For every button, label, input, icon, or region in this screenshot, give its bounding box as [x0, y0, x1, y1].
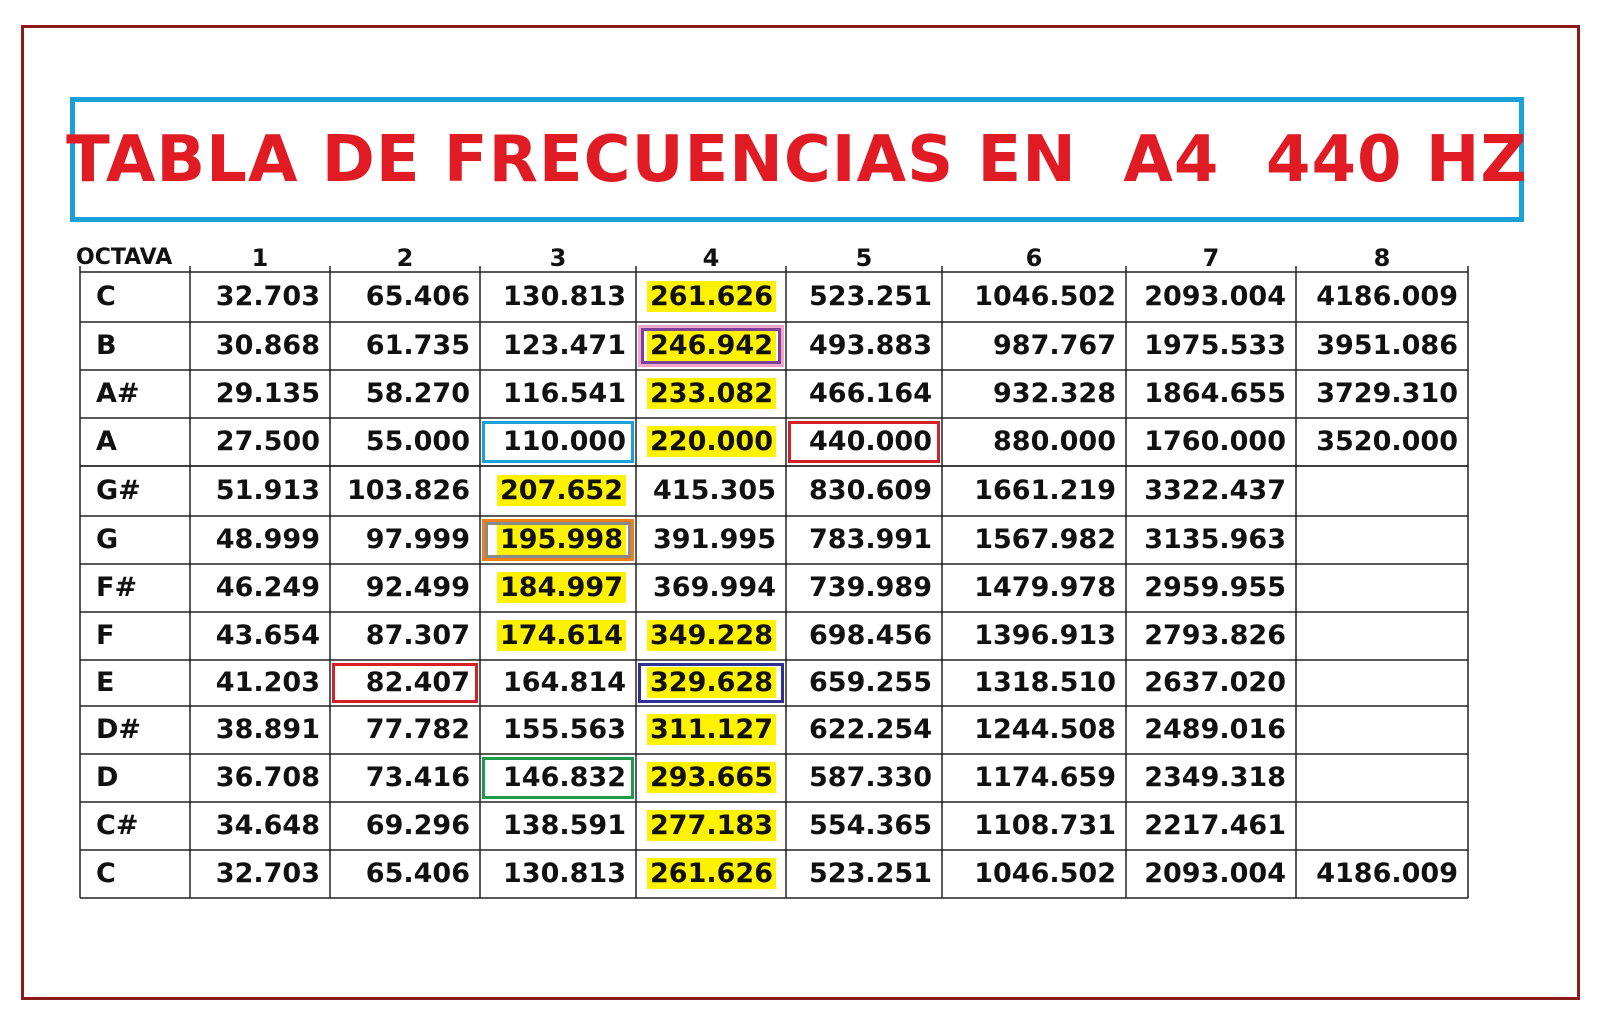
- frequency-value: 130.813: [503, 281, 626, 312]
- page-title: TABLA DE FRECUENCIAS EN A4 440 HZ: [66, 122, 1528, 197]
- frequency-value: 698.456: [809, 620, 932, 651]
- frequency-cell: [636, 272, 786, 322]
- frequency-cell: [636, 322, 786, 370]
- frequency-cell: [636, 466, 786, 516]
- frequency-value: 46.249: [215, 572, 320, 603]
- frequency-value: 523.251: [809, 281, 932, 312]
- frequency-cell: [1296, 466, 1468, 516]
- frequency-cell: [1126, 660, 1296, 706]
- frequency-cell: [330, 564, 480, 612]
- frequency-value: 1396.913: [974, 620, 1116, 651]
- octave-header: 7: [1202, 244, 1220, 272]
- frequency-value: 2489.016: [1144, 714, 1286, 745]
- frequency-value: 466.164: [809, 378, 932, 409]
- note-name: G#: [96, 475, 141, 506]
- frequency-cell: [1296, 612, 1468, 660]
- frequency-value: 3135.963: [1144, 524, 1286, 555]
- note-name: C#: [96, 810, 139, 841]
- frequency-value: 116.541: [503, 378, 626, 409]
- frequency-cell: [480, 322, 636, 370]
- frequency-cell: [480, 612, 636, 660]
- frequency-cell: [786, 322, 942, 370]
- frequency-cell: [190, 564, 330, 612]
- frequency-cell: [1126, 612, 1296, 660]
- frequency-value: 30.868: [215, 330, 320, 361]
- frequency-cell: [190, 322, 330, 370]
- frequency-value: 587.330: [809, 762, 932, 793]
- frequency-cell: [190, 754, 330, 802]
- frequency-value: 155.563: [503, 714, 626, 745]
- frequency-value: 69.296: [365, 810, 470, 841]
- frequency-value: 48.999: [215, 524, 320, 555]
- frequency-value: 659.255: [809, 667, 932, 698]
- frequency-cell: [942, 272, 1126, 322]
- frequency-value: 2793.826: [1144, 620, 1286, 651]
- frequency-cell: [1296, 802, 1468, 850]
- note-name: C: [96, 858, 116, 889]
- frequency-cell: [942, 802, 1126, 850]
- frequency-cell: [190, 612, 330, 660]
- frequency-value: 82.407: [365, 667, 470, 698]
- frequency-cell: [1126, 754, 1296, 802]
- octave-header: 5: [855, 244, 873, 272]
- frequency-cell: [786, 706, 942, 754]
- frequency-value: 932.328: [993, 378, 1116, 409]
- frequency-cell: [480, 370, 636, 418]
- frequency-cell: [636, 802, 786, 850]
- frequency-value: 415.305: [653, 475, 776, 506]
- frequency-cell: [480, 754, 636, 802]
- frequency-cell: [330, 516, 480, 564]
- frequency-value: 783.991: [809, 524, 932, 555]
- frequency-value: 1567.982: [974, 524, 1116, 555]
- octave-header: 3: [549, 244, 567, 272]
- frequency-cell: [480, 272, 636, 322]
- frequency-value: 146.832: [503, 762, 626, 793]
- frequency-cell: [942, 612, 1126, 660]
- frequency-cell: [330, 802, 480, 850]
- frequency-cell: [636, 660, 786, 706]
- frequency-cell: [330, 322, 480, 370]
- frequency-cell: [1126, 802, 1296, 850]
- frequency-value: 1975.533: [1144, 330, 1286, 361]
- note-name: C: [96, 281, 116, 312]
- frequency-cell: [190, 706, 330, 754]
- frequency-cell: [942, 466, 1126, 516]
- frequency-cell: [480, 516, 636, 564]
- frequency-value: 830.609: [809, 475, 932, 506]
- frequency-value: 4186.009: [1316, 858, 1458, 889]
- frequency-cell: [786, 516, 942, 564]
- frequency-value: 987.767: [993, 330, 1116, 361]
- frequency-cell: [1296, 272, 1468, 322]
- note-name: D#: [96, 714, 142, 745]
- frequency-cell: [942, 754, 1126, 802]
- octave-header: 4: [702, 244, 720, 272]
- frequency-value: 32.703: [215, 858, 320, 889]
- frequency-cell: [636, 418, 786, 466]
- frequency-value: 220.000: [647, 426, 776, 457]
- frequency-cell: [942, 370, 1126, 418]
- frequency-value: 77.782: [365, 714, 470, 745]
- frequency-cell: [786, 850, 942, 898]
- frequency-value: 27.500: [215, 426, 320, 457]
- frequency-value: 51.913: [215, 475, 320, 506]
- note-name: G: [96, 524, 119, 555]
- frequency-cell: [1126, 466, 1296, 516]
- frequency-value: 123.471: [503, 330, 626, 361]
- frequency-value: 58.270: [365, 378, 470, 409]
- frequency-cell: [786, 802, 942, 850]
- frequency-cell: [480, 466, 636, 516]
- frequency-value: 622.254: [809, 714, 932, 745]
- frequency-cell: [636, 516, 786, 564]
- frequency-cell: [942, 418, 1126, 466]
- frequency-value: 349.228: [647, 620, 776, 651]
- frequency-value: 174.614: [497, 620, 626, 651]
- frequency-cell: [330, 754, 480, 802]
- frequency-value: 164.814: [503, 667, 626, 698]
- frequency-cell: [1296, 706, 1468, 754]
- frequency-cell: [636, 370, 786, 418]
- frequency-cell: [1126, 850, 1296, 898]
- frequency-value: 184.997: [497, 572, 626, 603]
- frequency-value: 38.891: [215, 714, 320, 745]
- frequency-cell: [636, 754, 786, 802]
- frequency-value: 29.135: [215, 378, 320, 409]
- frequency-value: 311.127: [647, 714, 776, 745]
- frequency-value: 261.626: [647, 858, 776, 889]
- frequency-value: 2093.004: [1144, 281, 1286, 312]
- frequency-cell: [330, 370, 480, 418]
- frequency-cell: [1296, 516, 1468, 564]
- frequency-value: 110.000: [503, 426, 626, 457]
- frequency-cell: [1126, 322, 1296, 370]
- frequency-value: 2093.004: [1144, 858, 1286, 889]
- frequency-value: 1661.219: [974, 475, 1116, 506]
- octave-header: 2: [396, 244, 414, 272]
- frequency-value: 1108.731: [974, 810, 1116, 841]
- frequency-value: 329.628: [647, 667, 776, 698]
- note-name: F#: [96, 572, 138, 603]
- frequency-value: 4186.009: [1316, 281, 1458, 312]
- frequency-cell: [190, 850, 330, 898]
- frequency-value: 293.665: [647, 762, 776, 793]
- frequency-cell: [1126, 370, 1296, 418]
- frequency-value: 233.082: [647, 378, 776, 409]
- frequency-cell: [190, 516, 330, 564]
- frequency-cell: [786, 370, 942, 418]
- frequency-value: 3951.086: [1316, 330, 1458, 361]
- note-name: E: [96, 667, 115, 698]
- frequency-cell: [330, 272, 480, 322]
- frequency-value: 61.735: [365, 330, 470, 361]
- frequency-value: 138.591: [503, 810, 626, 841]
- frequency-value: 103.826: [347, 475, 470, 506]
- octave-header: 6: [1025, 244, 1043, 272]
- frequency-cell: [480, 802, 636, 850]
- frequency-value: 2637.020: [1144, 667, 1286, 698]
- frequency-value: 92.499: [365, 572, 470, 603]
- frequency-cell: [330, 612, 480, 660]
- frequency-cell: [480, 564, 636, 612]
- frequency-cell: [786, 660, 942, 706]
- frequency-value: 32.703: [215, 281, 320, 312]
- octave-header: 8: [1373, 244, 1391, 272]
- frequency-value: 3322.437: [1144, 475, 1286, 506]
- frequency-value: 41.203: [215, 667, 320, 698]
- frequency-cell: [480, 660, 636, 706]
- frequency-cell: [786, 612, 942, 660]
- frequency-value: 739.989: [809, 572, 932, 603]
- frequency-value: 36.708: [215, 762, 320, 793]
- frequency-value: 65.406: [365, 281, 470, 312]
- octava-label: OCTAVA: [76, 245, 173, 270]
- note-name: A#: [96, 378, 140, 409]
- frequency-cell: [786, 754, 942, 802]
- frequency-value: 207.652: [497, 475, 626, 506]
- frequency-cell: [190, 418, 330, 466]
- frequency-value: 1479.978: [974, 572, 1116, 603]
- frequency-value: 1318.510: [974, 667, 1116, 698]
- frequency-cell: [330, 850, 480, 898]
- frequency-value: 1046.502: [974, 281, 1116, 312]
- frequency-cell: [480, 850, 636, 898]
- octave-header: 1: [251, 244, 269, 272]
- frequency-cell: [636, 564, 786, 612]
- frequency-cell: [330, 706, 480, 754]
- frequency-cell: [1296, 370, 1468, 418]
- frequency-cell: [190, 272, 330, 322]
- frequency-value: 246.942: [647, 330, 776, 361]
- frequency-cell: [1296, 850, 1468, 898]
- note-name: A: [96, 426, 117, 457]
- frequency-value: 2349.318: [1144, 762, 1286, 793]
- frequency-value: 195.998: [497, 524, 626, 555]
- frequency-cell: [942, 660, 1126, 706]
- frequency-value: 554.365: [809, 810, 932, 841]
- frequency-value: 880.000: [993, 426, 1116, 457]
- frequency-cell: [190, 660, 330, 706]
- frequency-cell: [786, 418, 942, 466]
- frequency-value: 277.183: [647, 810, 776, 841]
- frequency-cell: [942, 564, 1126, 612]
- frequency-value: 97.999: [365, 524, 470, 555]
- title-box: [66, 97, 1528, 222]
- frequency-cell: [942, 322, 1126, 370]
- frequency-cell: [1296, 564, 1468, 612]
- frequency-cell: [786, 466, 942, 516]
- frequency-cell: [190, 802, 330, 850]
- frequency-cell: [480, 706, 636, 754]
- frequency-value: 1244.508: [974, 714, 1116, 745]
- note-name: F: [96, 620, 115, 651]
- frequency-value: 2959.955: [1144, 572, 1286, 603]
- frequency-value: 65.406: [365, 858, 470, 889]
- frequency-cell: [480, 418, 636, 466]
- frequency-value: 369.994: [653, 572, 776, 603]
- frequency-value: 523.251: [809, 858, 932, 889]
- frequency-cell: [786, 272, 942, 322]
- frequency-value: 391.995: [653, 524, 776, 555]
- frequency-value: 1760.000: [1144, 426, 1286, 457]
- frequency-value: 261.626: [647, 281, 776, 312]
- frequency-cell: [1126, 516, 1296, 564]
- note-name: B: [96, 330, 117, 361]
- frequency-cell: [1296, 660, 1468, 706]
- frequency-cell: [942, 850, 1126, 898]
- frequency-cell: [190, 370, 330, 418]
- frequency-cell: [1126, 706, 1296, 754]
- frequency-cell: [636, 706, 786, 754]
- frequency-cell: [190, 466, 330, 516]
- frequency-cell: [1126, 418, 1296, 466]
- frequency-cell: [786, 564, 942, 612]
- frequency-cell: [636, 612, 786, 660]
- frequency-cell: [1126, 272, 1296, 322]
- frequency-value: 55.000: [365, 426, 470, 457]
- frequency-cell: [942, 516, 1126, 564]
- frequency-value: 3520.000: [1316, 426, 1458, 457]
- frequency-value: 2217.461: [1144, 810, 1286, 841]
- note-name: D: [96, 762, 119, 793]
- frequency-value: 1864.655: [1144, 378, 1286, 409]
- frequency-cell: [1296, 322, 1468, 370]
- frequency-cell: [942, 706, 1126, 754]
- frequency-cell: [330, 660, 480, 706]
- frequency-value: 1174.659: [974, 762, 1116, 793]
- frequency-cell: [330, 418, 480, 466]
- frequency-cell: [1126, 564, 1296, 612]
- frequency-value: 73.416: [365, 762, 470, 793]
- frequency-value: 130.813: [503, 858, 626, 889]
- frequency-cell: [1296, 418, 1468, 466]
- frequency-value: 3729.310: [1316, 378, 1458, 409]
- frequency-cell: [636, 850, 786, 898]
- frequency-value: 493.883: [809, 330, 932, 361]
- frequency-value: 440.000: [809, 426, 932, 457]
- frequency-value: 87.307: [365, 620, 470, 651]
- frequency-cell: [330, 466, 480, 516]
- frequency-value: 1046.502: [974, 858, 1116, 889]
- frequency-value: 34.648: [215, 810, 320, 841]
- frequency-cell: [1296, 754, 1468, 802]
- frequency-value: 43.654: [215, 620, 320, 651]
